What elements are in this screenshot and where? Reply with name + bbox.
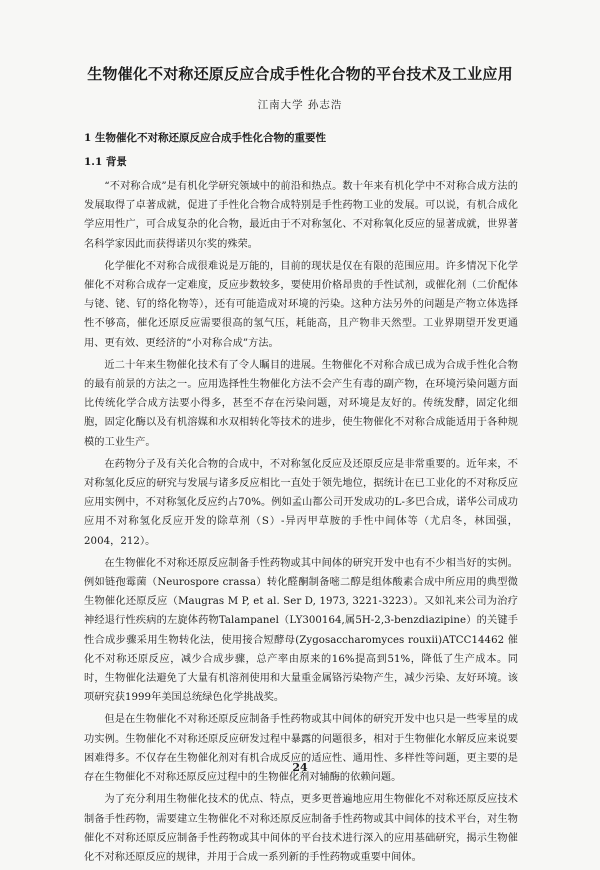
subsection-heading: 1.1 背景 (84, 156, 127, 168)
paragraph: 化学催化不对称合成很难说是万能的，目前的现状是仅在有限的范围应用。许多情况下化学催化不对称合成存一定难度，反应步数较多，要使用价格昂贵的手性试剂，或催化剂（二价配体与铑、铑、钌的络化物等），还有可能造成对环境的污染。这种方法另外的问题是产物立体选择性不够高，催化还原反应需要很高的氢气压，耗能高，且产物非天然型。工业界期望开发更通用、更有效、更经济的“小对称合成”方法。 (84, 260, 518, 349)
paragraph: 在药物分子及有关化合物的合成中，不对称氢化反应及还原反应是非常重要的。近年来，不对称氢化反应的研究与发展与诸多反应相比一直处于领先地位，据统计在已工业化的不对称反应应用实例中，不对称氢化反应约占70%。例如孟山都公司开发成功的L-多巴合成，诺华公司成功应用不对称氢化反应开发的除草剂（S）-异丙甲草胺的手性中间体等（尤启冬，林国强，2004，212）。 (84, 458, 518, 547)
paragraph: 但是在生物催化不对称还原反应制备手性药物或其中间体的研究开发中也只是一些零星的成功实例。生物催化不对称还原反应研发过程中暴露的问题很多，相对于生物催化水解反应来说要困难得多。不仅存在生物催化剂对有机合成反应的适应性、通用性、多样性等问题，更主要的是存在生物催化不对称还原反应过程中的生物催化剂对辅酶的依赖问题。 (84, 714, 518, 784)
paragraph: 为了充分利用生物催化技术的优点、特点，更多更普遍地应用生物催化不对称还原反应技术制备手性药物，需要建立生物催化不对称还原反应制备手性药物或其中间体的技术平台，对生物催化不对称还原反应制备手性药物或其中间体的平台技术进行深入的应用基础研究，揭示生物催化不对称还原反应的规律，并用于合成一系列新的手性药物或重要中间体。 (84, 794, 518, 863)
paragraph: 在生物催化不对称还原反应制备手性药物或其中间体的研究开发中也有不少相当好的实例。例如链孢霉菌（Neurospore crassa）转化醛酮制备嘧二醇是组体酸素合成中所应用的典型微生物催化还原反应（Maugras M P, et al. Ser D, 1973, 3221-3223）。又如礼来公司为治疗神经退行性疾病的左旋体药物Talampanel（LY300164,属5H-2,3-benzdiazipine）的关键手性合成步骤采用生物转化法，使用接合短酵母(Zygosaccharomyces rouxii)ATCC14462 催化不对称还原反应，减少合成步骤，总产率由原来的16%提高到51%，降低了生产成本。同时，生物催化法避免了大量有机溶剂使用和大量重金属铬污染物产生，减少污染、友好环境。该项研究获1999年美国总统绿色化学挑战奖。 (84, 557, 518, 704)
paragraph: 近二十年来生物催化技术有了令人瞩目的进展。生物催化不对称合成已成为合成手性化合物的最有前景的方法之一。应用选择性生物催化方法不会产生有毒的副产物，在环境污染问题方面比传统化学合成方法要小得多，甚至不存在污染问题，对环境是友好的。传统发酵，固定化细胞，固定化酶以及有机溶媒和水双相转化等技术的进步，使生物催化不对称合成能适用于各种规模的工业生产。 (84, 359, 518, 448)
section-heading: 1 生物催化不对称还原反应合成手性化合物的重要性 (84, 132, 326, 144)
page-number: 24 (292, 761, 308, 774)
paragraph: “不对称合成”是有机化学研究领域中的前沿和热点。数十年来有机化学中不对称合成方法的发展取得了卓著成就，促进了手性化合物合成特别是手性药物工业的发展。可以说，有机合成化学应用性广，可合成复杂的化合物，最近由于不对称氢化、不对称氧化反应的显著成就，世界著名科学家因此而获得诺贝尔奖的殊荣。 (84, 181, 518, 250)
author-line: 江南大学 孙志浩 (257, 99, 343, 111)
paper-title: 生物催化不对称还原反应合成手性化合物的平台技术及工业应用 (87, 65, 513, 83)
